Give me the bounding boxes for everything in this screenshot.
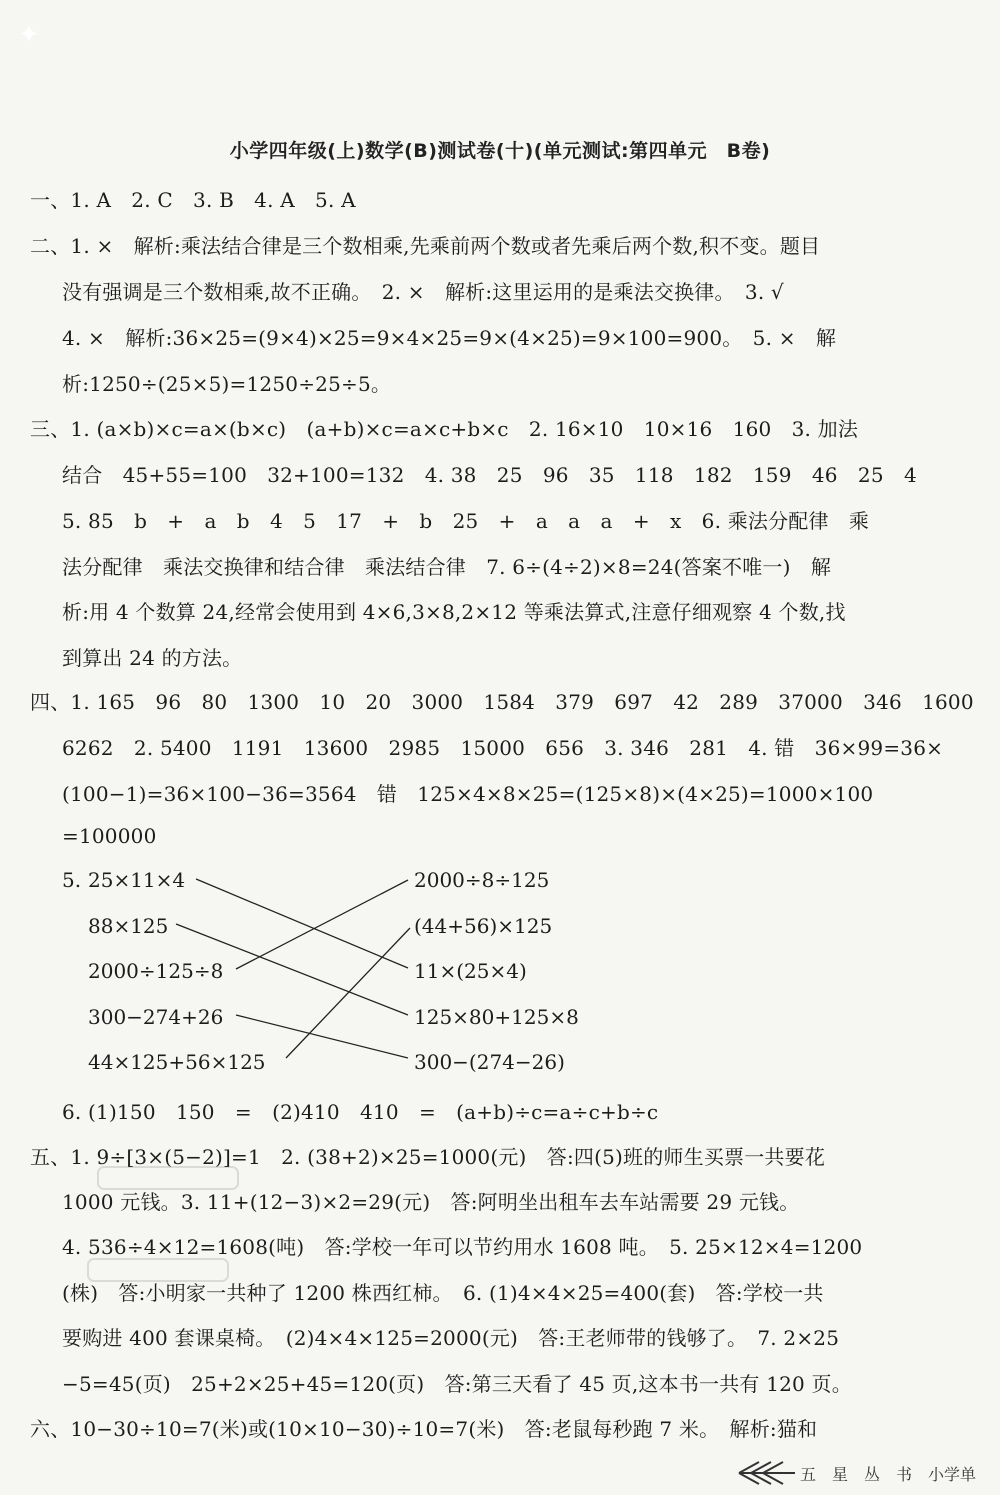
section-5-line-2: 1000 元钱。3. 11+(12−3)×2=29(元) 答:阿明坐出租车去车站需要 29 元钱。 [62, 1190, 800, 1214]
section-3-line-5: 析:用 4 个数算 24,经常会使用到 4×6,3×8,2×12 等乘法算式,注意仔细观察 4 个数,找 [62, 600, 846, 624]
section-5-line-6: −5=45(页) 25+2×25+45=120(页) 答:第三天看了 45 页,这本书一共有 120 页。 [62, 1372, 852, 1396]
match-line-3 [236, 880, 408, 969]
section-6-line-1 [30, 1413, 970, 1442]
section-3-line-4: 法分配律 乘法交换律和结合律 乘法结合律 7. 6÷(4÷2)×8=24(答案不唯一) 解 [62, 555, 832, 579]
answer-text: 1. 165 96 80 1300 10 20 3000 1584 379 697 42 289 37000 346 1600 [70, 690, 974, 714]
match-line-1 [196, 879, 408, 968]
match-line-4 [236, 1015, 408, 1058]
match-right-item-2: (44+56)×125 [414, 914, 553, 938]
match-number-label: 5. [62, 868, 82, 892]
match-line-2 [176, 924, 408, 1015]
section-5-line-3: 4. 536÷4×12=1608(吨) 答:学校一年可以节约用水 1608 吨。 5. 25×12×4=1200 [62, 1235, 863, 1259]
section-2-line-3: 4. × 解析:36×25=(9×4)×25=9×4×25=9×(4×25)=9×100=900。 5. × 解 [62, 326, 837, 350]
section-label: 一、 [30, 188, 71, 212]
match-line-5 [286, 928, 410, 1058]
watermark-stamp [96, 1163, 246, 1200]
match-left-item-3: 2000÷125÷8 [88, 959, 224, 983]
section-4-line-4: =100000 [62, 824, 157, 848]
answer-text: 1. 9÷[3×(5−2)]=1 2. (38+2)×25=1000(元) 答:四(5)班的师生买票一共要花 [70, 1145, 826, 1169]
section-3-line-2: 结合 45+55=100 32+100=132 4. 38 25 96 35 118 182 159 46 25 4 [62, 463, 917, 487]
page-title: 小学四年级(上)数学(B)测试卷(十)(单元测试:第四单元 B卷) [229, 140, 771, 162]
section-3-line-6: 到算出 24 的方法。 [62, 646, 243, 670]
watermark-shape-icon [96, 1163, 246, 1193]
section-5-line-5: 要购进 400 套课桌椅。 (2)4×4×125=2000(元) 答:王老师带的钱够了。 7. 2×25 [62, 1326, 840, 1350]
match-right-item-1: 2000÷8÷125 [414, 868, 550, 892]
section-3-line-3: 5. 85 b + a b 4 5 17 + b 25 + a a a + x 6. 乘法分配律 乘 [62, 509, 870, 533]
answer-text: 1. × 解析:乘法结合律是三个数相乘,先乘前两个数或者先乘后两个数,积不变。题目 [70, 234, 821, 258]
match-left-item-4: 300−274+26 [88, 1005, 224, 1029]
section-label: 四、 [30, 690, 71, 714]
section-label: 五、 [30, 1145, 71, 1169]
section-4-line-3: (100−1)=36×100−36=3564 错 125×4×8×25=(125×8)×(4×25)=1000×100 [62, 782, 874, 806]
section-label: 六、 [30, 1417, 71, 1441]
watermark-shape-icon [86, 1255, 236, 1285]
match-right-item-5: 300−(274−26) [414, 1050, 565, 1074]
match-left-item-1: 25×11×4 [88, 868, 186, 892]
section-2-line-4: 析:1250÷(25×5)=1250÷25÷5。 [62, 372, 392, 396]
chevron-left-arrows-icon [737, 1458, 797, 1488]
section-text: 1. A 2. C 3. B 4. A 5. A [70, 188, 356, 212]
match-left-item-2: 88×125 [88, 914, 169, 938]
section-4-line-6: 6. (1)150 150 = (2)410 410 = (a+b)÷c=a÷c+b÷c [62, 1100, 659, 1124]
answer-text: 1. (a×b)×c=a×(b×c) (a+b)×c=a×c+b×c 2. 16×10 10×16 160 3. 加法 [70, 417, 859, 441]
match-right-item-3: 11×(25×4) [414, 959, 527, 983]
footer-series-text: 五 星 丛 书 小学单 [800, 1465, 977, 1484]
sparkle-decoration-icon: ✦ [18, 20, 40, 50]
section-5-line-4: (株) 答:小明家一共种了 1200 株西红柿。 6. (1)4×4×25=400(套) 答:学校一共 [62, 1281, 824, 1305]
match-right-item-4: 125×80+125×8 [414, 1005, 579, 1029]
section-2-line-2: 没有强调是三个数相乘,故不正确。 2. × 解析:这里运用的是乘法交换律。 3. √ [62, 280, 784, 304]
answer-text: 10−30÷10=7(米)或(10×10−30)÷10=7(米) 答:老鼠每秒跑 7 米。 解析:猫和 [70, 1417, 818, 1441]
section-label: 三、 [30, 417, 71, 441]
section-label: 二、 [30, 234, 71, 258]
section-4-line-2: 6262 2. 5400 1191 13600 2985 15000 656 3. 346 281 4. 错 36×99=36× [62, 736, 944, 760]
match-left-item-5: 44×125+56×125 [88, 1050, 266, 1074]
watermark-stamp [86, 1255, 236, 1292]
